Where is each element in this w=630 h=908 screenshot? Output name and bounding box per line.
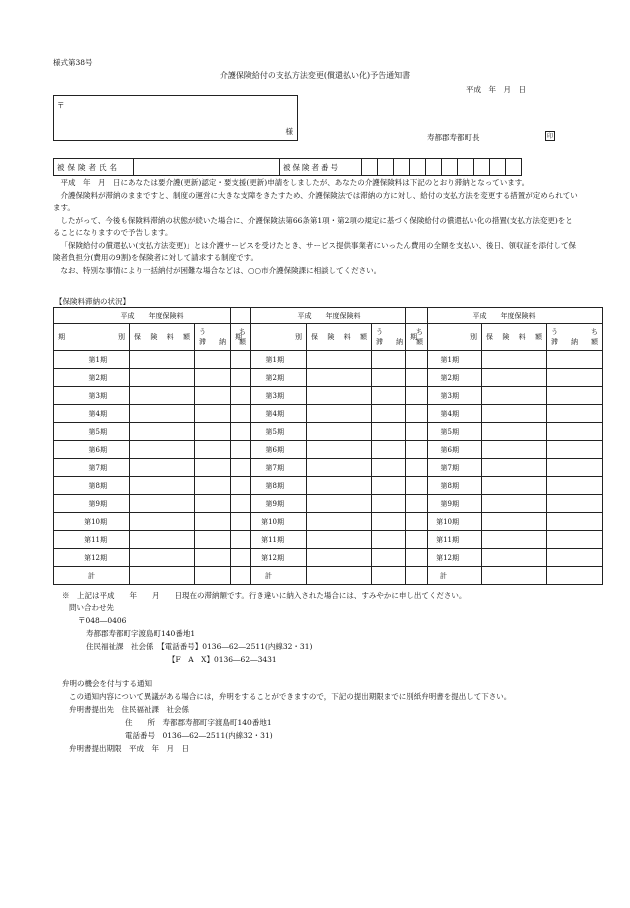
table-row <box>406 477 603 495</box>
premium-amount-cell <box>482 423 547 441</box>
arrears-amount-cell <box>547 513 603 531</box>
fiscal-year-header: 平成 年度保険料 <box>54 308 251 324</box>
header-char: ち <box>239 328 246 336</box>
table-row <box>231 531 428 549</box>
premium-amount-cell <box>130 423 195 441</box>
col-period-header <box>54 324 130 351</box>
contact-fax: 【F A X】0136―62―3431 <box>168 655 277 664</box>
table-row <box>54 387 251 405</box>
period-label: 第3期 <box>406 387 482 405</box>
total-label: 計 <box>54 567 130 585</box>
period-label: 第8期 <box>231 477 307 495</box>
insured-number-digit <box>426 159 442 176</box>
issuer-name: 寿都郡寿都町長 <box>427 133 480 142</box>
table-row <box>231 387 428 405</box>
header-char: 滞 <box>376 338 383 346</box>
period-label: 第1期 <box>54 351 130 369</box>
arrears-amount-cell <box>547 423 603 441</box>
header-char: ち <box>591 328 598 336</box>
period-label: 第10期 <box>406 513 482 531</box>
header-char: 料 <box>518 333 526 341</box>
premium-amount-cell <box>482 459 547 477</box>
table-row <box>406 369 603 387</box>
table-row <box>406 567 603 585</box>
header-char: 納 <box>396 338 403 346</box>
premium-amount-cell <box>307 477 372 495</box>
premium-amount-cell <box>307 351 372 369</box>
period-label: 第7期 <box>54 459 130 477</box>
arrears-amount-cell <box>547 549 603 567</box>
arrears-amount-cell <box>547 459 603 477</box>
table-row <box>406 513 603 531</box>
period-label: 第6期 <box>406 441 482 459</box>
header-char: 額 <box>182 333 190 341</box>
insured-number-digit <box>442 159 458 176</box>
contact-heading: 問い合わせ先 <box>69 603 114 612</box>
premium-amount-cell <box>130 351 195 369</box>
premium-amount-cell <box>307 369 372 387</box>
arrears-amount-cell <box>547 369 603 387</box>
header-char: 額 <box>359 333 367 341</box>
period-label: 第12期 <box>54 549 130 567</box>
period-label: 第4期 <box>54 405 130 423</box>
premium-amount-cell <box>482 495 547 513</box>
period-label: 第5期 <box>231 423 307 441</box>
premium-amount-cell <box>482 513 547 531</box>
arrears-amount-cell <box>547 405 603 423</box>
form-number: 様式第38号 <box>53 58 93 67</box>
arrears-section-title: 【保険料滞納の状況】 <box>55 297 130 306</box>
header-char: ち <box>416 328 423 336</box>
contact-department: 住民福祉課 社会係 【電話番号】0136―62―2511(内線32・31) <box>86 642 313 651</box>
table-row <box>406 495 603 513</box>
table-row <box>406 387 603 405</box>
header-char: 保 <box>311 333 318 341</box>
table-row <box>231 441 428 459</box>
arrears-note: ※ 上記は平成 年 月 日現在の滞納額です。行き違いに納入された場合には、すみやかに申し出てください。 <box>62 591 467 600</box>
premium-amount-cell <box>482 369 547 387</box>
seal-mark: 印 <box>546 133 553 140</box>
body-paragraph: 「保険給付の償還払い(支払方法変更)」とは介護サービスを受けたとき、サービス提供事業者にいったん費用の全額を支払い、後日、領収証を添付して保険者負担分(費用の9割)を保険者に対して請求する制度です。 <box>53 240 577 262</box>
premium-amount-cell <box>307 441 372 459</box>
insured-number-digit <box>474 159 490 176</box>
header-char: う <box>551 328 558 336</box>
insured-number-digit <box>458 159 474 176</box>
postal-mark: 〒 <box>57 101 65 110</box>
period-label: 第6期 <box>54 441 130 459</box>
fiscal-year-header: 平成 年度保険料 <box>406 308 603 324</box>
period-label: 第2期 <box>54 369 130 387</box>
premium-amount-cell <box>307 549 372 567</box>
premium-amount-cell <box>307 459 372 477</box>
contact-postal: 〒048―0406 <box>78 616 127 625</box>
body-text <box>53 177 580 277</box>
table-row <box>54 513 251 531</box>
table-row <box>406 405 603 423</box>
premium-amount-cell <box>130 531 195 549</box>
period-label: 第11期 <box>54 531 130 549</box>
table-row <box>54 477 251 495</box>
header-char: う <box>376 328 383 336</box>
insured-number-digit <box>506 159 522 176</box>
header-char: 額 <box>591 338 598 346</box>
table-row <box>231 405 428 423</box>
table-row <box>54 531 251 549</box>
col-premium-header <box>482 324 547 351</box>
premium-amount-cell <box>307 405 372 423</box>
header-char: 別 <box>470 333 477 341</box>
table-row <box>231 513 428 531</box>
body-paragraph: 介護保険料が滞納のままですと、制度の運営に大きな支障をきたすため、介護保険法では滞納の方に対し、給付の支払方法を変更する措置が定められています。 <box>53 190 578 212</box>
header-char: 額 <box>239 338 246 346</box>
table-row <box>231 459 428 477</box>
premium-amount-cell <box>130 477 195 495</box>
premium-amount-cell <box>130 441 195 459</box>
body-paragraph: 平成 年 月 日にあなたは要介護(更新)認定・要支援(更新)申請をしましたが、あなたの介護保険料は下記のとおり滞納となっています。 <box>60 178 530 187</box>
recipient-address-box <box>53 95 298 141</box>
arrears-table <box>230 307 428 585</box>
premium-amount-cell <box>482 531 547 549</box>
document-title: 介護保険給付の支払方法変更(償還払い化)予告通知書 <box>219 71 411 80</box>
premium-total-cell <box>130 567 195 585</box>
insured-number-digit <box>362 159 378 176</box>
col-arrears-header <box>547 324 603 351</box>
insured-number-digit <box>410 159 426 176</box>
contact-address: 寿都郡寿都町字渡島町140番地1 <box>86 629 196 638</box>
premium-amount-cell <box>482 351 547 369</box>
fiscal-year-header: 平成 年度保険料 <box>231 308 428 324</box>
insured-name-label: 被保険者氏名 <box>54 159 134 176</box>
insured-number-digit <box>490 159 506 176</box>
table-row <box>54 549 251 567</box>
body-paragraph: なお、特別な事情により一括納付が困難な場合などは、○○市介護保険課に相談してください。 <box>60 265 382 275</box>
header-char: 保 <box>486 333 493 341</box>
header-char: う <box>199 328 206 336</box>
header-char: 険 <box>327 333 335 341</box>
table-row <box>231 477 428 495</box>
header-char: 保 <box>134 333 141 341</box>
period-label: 第5期 <box>406 423 482 441</box>
hearing-heading: 弁明の機会を付与する通知 <box>62 679 152 688</box>
premium-amount-cell <box>130 459 195 477</box>
table-row <box>406 441 603 459</box>
table-row <box>406 549 603 567</box>
col-premium-header <box>130 324 195 351</box>
table-row <box>54 441 251 459</box>
premium-amount-cell <box>307 387 372 405</box>
premium-amount-cell <box>130 387 195 405</box>
period-label: 第1期 <box>231 351 307 369</box>
header-char: 料 <box>343 333 351 341</box>
premium-amount-cell <box>307 423 372 441</box>
premium-amount-cell <box>130 495 195 513</box>
table-row <box>54 423 251 441</box>
period-label: 第2期 <box>406 369 482 387</box>
insured-number-digit <box>394 159 410 176</box>
insured-name-field <box>134 159 280 176</box>
table-row <box>54 495 251 513</box>
body-paragraph: したがって、今後も保険料滞納の状態が続いた場合に、介護保険法第66条第1項・第2項の規定に基づく保険給付の償還払い化の措置(支払方法変更)をとることになりますので予告します。 <box>53 215 573 237</box>
hearing-phone: 電話番号 0136―62―2511(内線32・31) <box>125 731 273 740</box>
header-char: 険 <box>502 333 510 341</box>
table-row <box>406 459 603 477</box>
premium-amount-cell <box>130 549 195 567</box>
arrears-amount-cell <box>547 441 603 459</box>
header-char: 期 <box>235 333 242 341</box>
col-premium-header <box>307 324 372 351</box>
arrears-amount-cell <box>547 351 603 369</box>
header-char: 別 <box>118 333 125 341</box>
arrears-table <box>53 307 251 585</box>
period-label: 第11期 <box>231 531 307 549</box>
period-label: 第11期 <box>406 531 482 549</box>
hearing-submit-to: 弁明書提出先 住民福祉課 社会係 <box>69 705 189 714</box>
premium-amount-cell <box>482 477 547 495</box>
table-row <box>54 369 251 387</box>
header-char: 額 <box>534 333 542 341</box>
header-char: 納 <box>571 338 578 346</box>
table-row <box>231 549 428 567</box>
total-label: 計 <box>406 567 482 585</box>
premium-amount-cell <box>482 549 547 567</box>
table-row <box>406 531 603 549</box>
premium-amount-cell <box>307 495 372 513</box>
arrears-amount-cell <box>547 387 603 405</box>
premium-amount-cell <box>130 369 195 387</box>
header-char: 期 <box>410 333 417 341</box>
table-row <box>231 369 428 387</box>
period-label: 第7期 <box>231 459 307 477</box>
header-char: 納 <box>219 338 226 346</box>
arrears-table <box>405 307 603 585</box>
period-label: 第3期 <box>54 387 130 405</box>
premium-amount-cell <box>307 531 372 549</box>
arrears-amount-cell <box>547 495 603 513</box>
hearing-address: 住 所 寿都郡寿都町字渡島町140番地1 <box>125 718 272 727</box>
col-period-header <box>231 324 307 351</box>
premium-amount-cell <box>482 387 547 405</box>
period-label: 第1期 <box>406 351 482 369</box>
premium-total-cell <box>482 567 547 585</box>
period-label: 第2期 <box>231 369 307 387</box>
table-row <box>231 423 428 441</box>
premium-amount-cell <box>130 513 195 531</box>
period-label: 第8期 <box>54 477 130 495</box>
hearing-text: この通知内容について異議がある場合には，弁明をすることができますので，下記の提出期限までに別紙弁明書を提出して下さい。 <box>69 692 512 701</box>
period-label: 第5期 <box>54 423 130 441</box>
header-char: 滞 <box>551 338 558 346</box>
table-row <box>231 351 428 369</box>
table-row <box>231 567 428 585</box>
period-label: 第7期 <box>406 459 482 477</box>
table-row <box>54 567 251 585</box>
table-row <box>54 351 251 369</box>
table-row <box>406 351 603 369</box>
period-label: 第4期 <box>406 405 482 423</box>
header-char: 料 <box>166 333 174 341</box>
premium-amount-cell <box>307 513 372 531</box>
period-label: 第10期 <box>54 513 130 531</box>
period-label: 第9期 <box>231 495 307 513</box>
header-char: 別 <box>295 333 302 341</box>
period-label: 第4期 <box>231 405 307 423</box>
arrears-total-cell <box>547 567 603 585</box>
insured-info-table <box>53 158 522 176</box>
premium-amount-cell <box>482 441 547 459</box>
arrears-amount-cell <box>547 477 603 495</box>
period-label: 第6期 <box>231 441 307 459</box>
period-label: 第9期 <box>406 495 482 513</box>
arrears-amount-cell <box>547 531 603 549</box>
period-label: 第8期 <box>406 477 482 495</box>
insured-number-label: 被保険者番号 <box>280 159 362 176</box>
period-label: 第3期 <box>231 387 307 405</box>
period-label: 第12期 <box>406 549 482 567</box>
header-char: 額 <box>416 338 423 346</box>
honorific: 様 <box>285 127 293 136</box>
premium-amount-cell <box>482 405 547 423</box>
premium-total-cell <box>307 567 372 585</box>
header-char: 期 <box>58 333 65 341</box>
premium-amount-cell <box>130 405 195 423</box>
insured-number-digit <box>378 159 394 176</box>
period-label: 第12期 <box>231 549 307 567</box>
table-row <box>54 459 251 477</box>
table-row <box>54 405 251 423</box>
hearing-deadline: 弁明書提出期限 平成 年 月 日 <box>69 744 189 753</box>
table-row <box>406 423 603 441</box>
period-label: 第10期 <box>231 513 307 531</box>
col-period-header <box>406 324 482 351</box>
period-label: 第9期 <box>54 495 130 513</box>
total-label: 計 <box>231 567 307 585</box>
header-char: 険 <box>150 333 158 341</box>
issue-date: 平成 年 月 日 <box>466 85 526 94</box>
table-row <box>231 495 428 513</box>
header-char: 滞 <box>199 338 206 346</box>
